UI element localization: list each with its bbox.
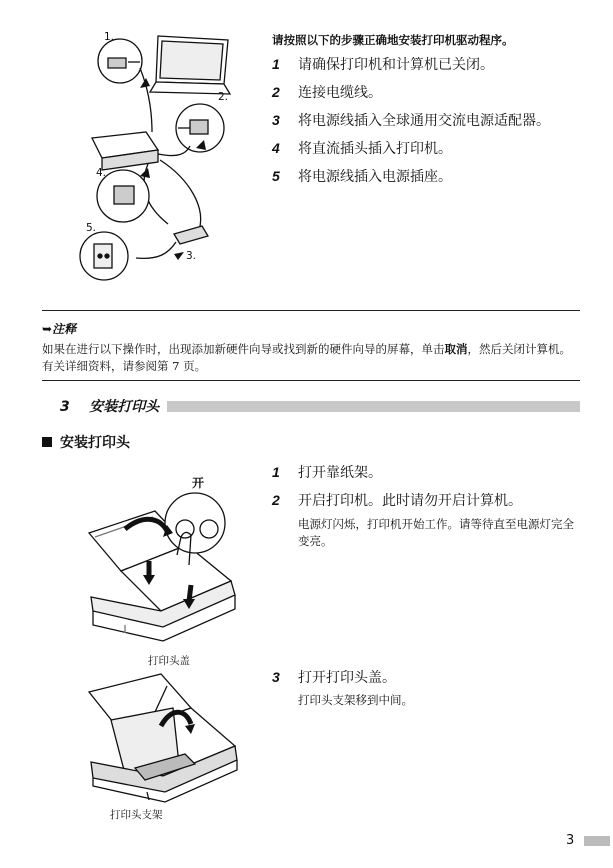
callout-4: 4. [96, 167, 107, 179]
cancel-keyword: 取消 [444, 342, 468, 356]
install-step-3: 3 打开打印头盖。 [272, 669, 396, 686]
connection-diagram [78, 28, 243, 283]
page-number: 3 [566, 833, 575, 848]
callout-1: 1. [104, 31, 115, 43]
driver-step-4: 4 将直流插头插入打印机。 [272, 140, 452, 157]
printer-head-cover-illustration [85, 668, 245, 808]
note-top-rule [42, 310, 580, 311]
page-number-bar [584, 836, 610, 846]
note-bottom-rule [42, 380, 580, 381]
install-step-3-desc: 打印头支架移到中间。 [298, 693, 413, 707]
subsection-title: 安装打印头 [42, 432, 130, 452]
driver-step-3: 3 将电源线插入全球通用交流电源适配器。 [272, 112, 550, 129]
callout-5: 5. [86, 222, 97, 234]
driver-step-5: 5 将电源线插入电源插座。 [272, 168, 452, 185]
note-arrow-icon: ➥ [42, 322, 53, 336]
intro-text: 请按照以下的步骤正确地安装打印机驱动程序。 [272, 33, 514, 47]
square-bullet-icon [42, 437, 52, 447]
head-cover-label: 打印头盖 [148, 655, 190, 667]
install-step-1: 1 打开靠纸架。 [272, 464, 382, 481]
install-step-2: 2 开启打印机。此时请勿开启计算机。 [272, 492, 522, 509]
driver-step-2: 2 连接电缆线。 [272, 84, 382, 101]
section-title: 3 安装打印头 [42, 396, 167, 414]
install-step-2-desc: 电源灯闪烁，打印机开始工作。请等待直至电源灯完全变亮。 [298, 517, 574, 548]
callout-2: 2. [218, 91, 229, 103]
driver-step-1: 1 请确保打印机和计算机已关闭。 [272, 56, 494, 73]
printer-open-support-illustration [85, 485, 240, 645]
head-holder-label: 打印头支架 [110, 809, 163, 821]
note-body: 如果在进行以下操作时，出现添加新硬件向导或找到新的硬件向导的屏幕，单击取消，然后关闭计算机。有关详细资料，请参阅第 7 页。 [42, 342, 571, 373]
note-heading: ➥注释 [42, 322, 77, 336]
callout-3: 3. [186, 250, 197, 262]
power-on-label: 开 [192, 476, 205, 490]
